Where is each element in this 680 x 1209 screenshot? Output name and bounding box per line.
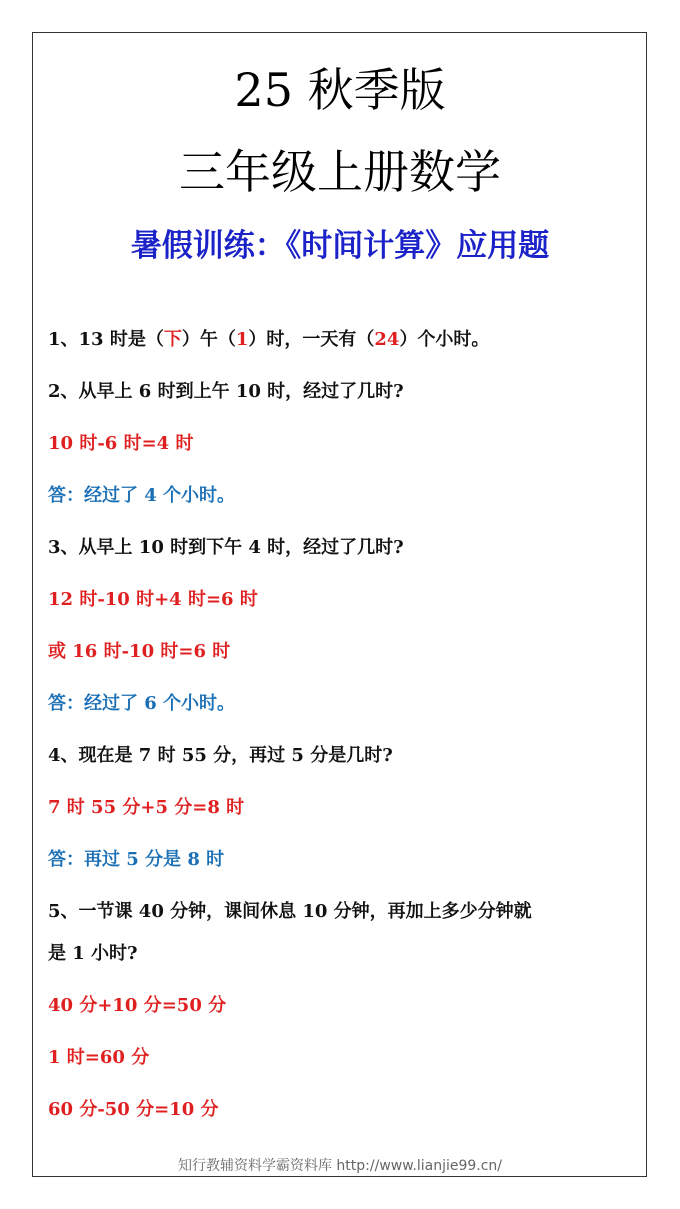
q1-answer-2: 1 [235,329,249,350]
q1-text-4: ）个小时。 [399,329,490,350]
q1-answer-3: 24 [374,329,400,350]
question-5-line-2: 是 1 小时? [48,943,138,964]
page-subtitle: 暑假训练：《时间计算》应用题 [130,228,550,264]
q1-text-1: 1、13 时是（ [48,329,164,350]
q1-text-3: ）时，一天有（ [248,329,375,350]
q4-calculation: 7 时 55 分+5 分=8 时 [48,797,245,818]
q3-answer: 答：经过了 6 个小时。 [48,693,236,714]
q1-text-2: ）午（ [181,329,236,350]
q3-calculation-2: 或 16 时-10 时=6 时 [48,641,231,662]
question-5-line-1: 5、一节课 40 分钟，课间休息 10 分钟，再加上多少分钟就 [48,901,532,922]
question-1 [48,325,489,355]
q3-calculation-1: 12 时-10 时+4 时=6 时 [48,589,258,610]
question-4: 4、现在是 7 时 55 分，再过 5 分是几时? [48,745,393,766]
q5-calculation-2: 1 时=60 分 [48,1047,150,1068]
footer-source: 知行教辅资料学霸资料库 http://www.lianjie99.cn/ [177,1158,503,1174]
q5-calculation-1: 40 分+10 分=50 分 [48,995,227,1016]
q4-answer: 答：再过 5 分是 8 时 [48,849,225,870]
q1-answer-1: 下 [163,329,182,350]
q5-calculation-3: 60 分-50 分=10 分 [48,1099,219,1120]
page-title-edition: 25 秋季版 [234,63,446,117]
page-title-subject: 三年级上册数学 [179,145,501,199]
q2-calculation: 10 时-6 时=4 时 [48,433,194,454]
question-3: 3、从早上 10 时到下午 4 时，经过了几时? [48,537,404,558]
q2-answer: 答：经过了 4 个小时。 [48,485,236,506]
question-2: 2、从早上 6 时到上午 10 时，经过了几时? [48,381,404,402]
